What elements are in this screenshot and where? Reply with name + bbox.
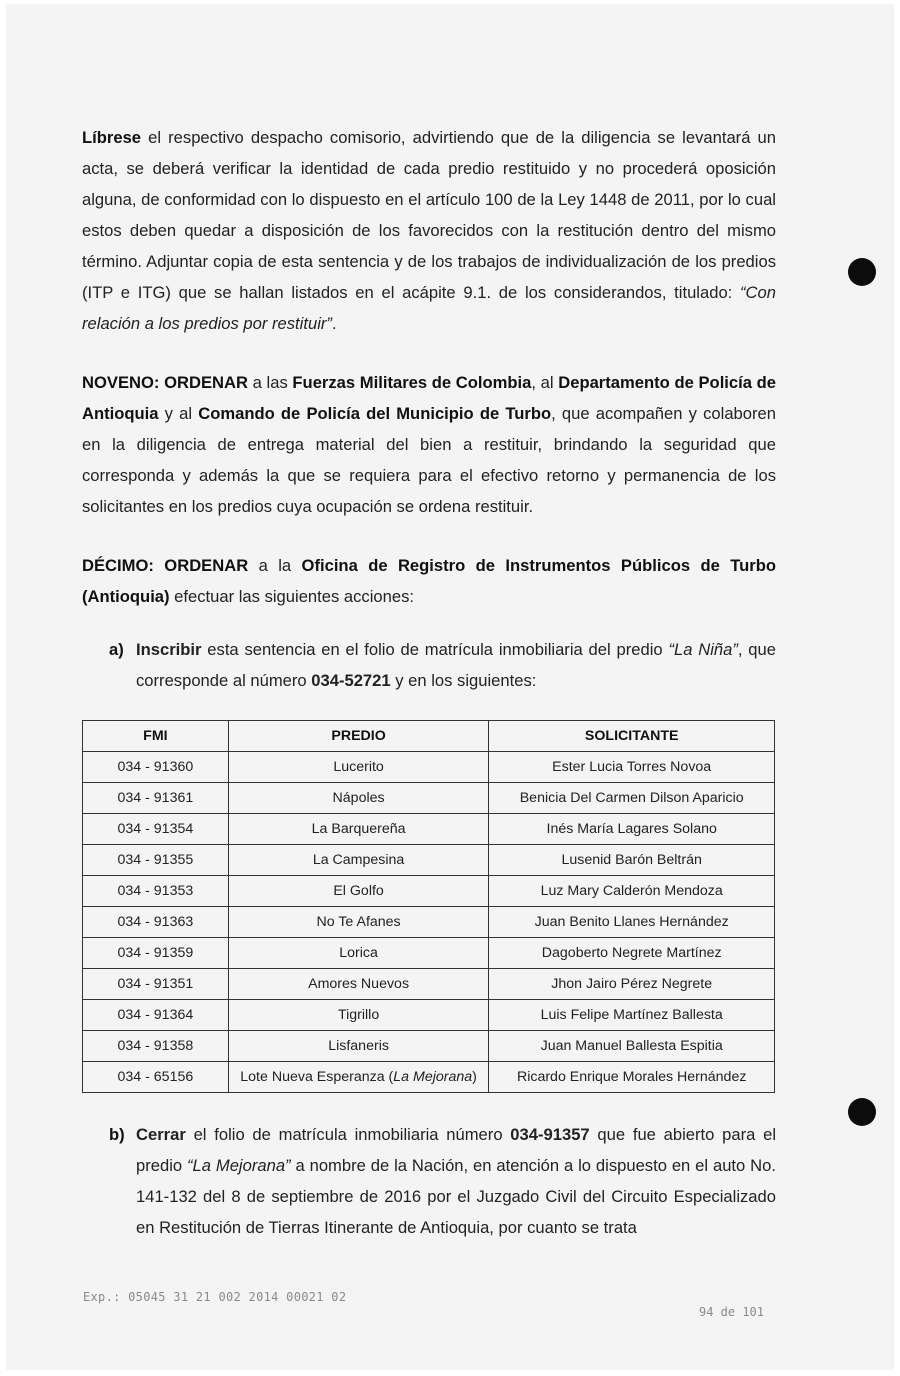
predio-text: Lote Nueva Esperanza ( — [240, 1069, 394, 1085]
table-header-row — [83, 721, 775, 752]
italic-quote: “La Mejorana” — [187, 1156, 291, 1175]
list-item-a — [82, 634, 776, 696]
predio-text: ) — [472, 1069, 477, 1085]
table-row — [83, 845, 775, 876]
header-predio: PREDIO — [228, 721, 489, 752]
text: que fue abierto para el predio — [136, 1125, 777, 1175]
table-row — [83, 814, 775, 845]
table-row — [83, 969, 775, 1000]
cell-solicitante: Luz Mary Calderón Mendoza — [489, 876, 775, 907]
cell-fmi: 034 - 91354 — [83, 814, 229, 845]
table-row — [83, 783, 775, 814]
punch-hole-bottom — [848, 1098, 876, 1126]
text: el folio de matrícula inmobiliaria número — [185, 1125, 511, 1144]
text: , que corresponde al número — [136, 640, 776, 690]
header-fmi: FMI — [83, 721, 229, 752]
bold-lead: DÉCIMO: ORDENAR — [82, 556, 249, 575]
cell-solicitante: Dagoberto Negrete Martínez — [489, 938, 775, 969]
text: y al — [158, 404, 199, 423]
cell-solicitante: Benicia Del Carmen Dilson Aparicio — [489, 783, 775, 814]
cell-predio: Lucerito — [228, 752, 489, 783]
cell-fmi: 034 - 91355 — [83, 845, 229, 876]
text: efectuar las siguientes acciones: — [169, 587, 414, 606]
page-number: 94 de 101 — [698, 1305, 764, 1319]
bold-number: 034-91357 — [510, 1125, 590, 1144]
list-marker: b) — [109, 1125, 125, 1144]
cell-fmi: 034 - 91363 — [83, 907, 229, 938]
cell-solicitante: Lusenid Barón Beltrán — [489, 845, 775, 876]
text: a nombre de la Nación, en atención a lo dispuesto en el auto No. 141-132 del 8 de septiembre de 2016 por el Juzgado Civil del Circuito Especializado en Restitución de Tierras Itinerante de Antioquia, por cuanto se trata — [136, 1156, 776, 1237]
cell-predio: Lisfaneris — [228, 1031, 489, 1062]
bold-lead: Líbrese — [82, 128, 142, 147]
punch-hole-top — [848, 258, 876, 286]
cell-predio: El Golfo — [228, 876, 489, 907]
text: el respectivo despacho comisorio, advirtiendo que de la diligencia se levantará un acta, se deberá verificar la identidad de cada predio restituido y no procederá oposición alguna, de conformidad con lo dispuesto en el artículo 100 de la Ley 1448 de 2011, por lo cual estos deben quedar a disposición de los favorecidos con la restitución dentro del mismo término. Adjuntar copia de esta sentencia y de los trabajos de individualización de los predios (ITP e ITG) que se hallan listados en el acápite 9.1. de los considerandos, titulado: — [82, 128, 776, 302]
text: , que acompañen y colaboren en la diligencia de entrega material del bien a restituir, brindando la seguridad que corresponda y además la que se requiera para el efectivo retorno y permanencia de los solicitantes en los predios cuya ocupación se ordena restituir. — [82, 404, 776, 516]
cell-fmi: 034 - 91358 — [83, 1031, 229, 1062]
bold-entity: Comando de Policía del Municipio de Turbo — [198, 404, 552, 423]
cell-solicitante: Inés María Lagares Solano — [489, 814, 775, 845]
cell-predio — [228, 1062, 489, 1093]
italic-quote: “Con relación a los predios por restituir” — [82, 283, 776, 333]
paragraph-librese — [82, 122, 776, 339]
cell-predio: Tigrillo — [228, 1000, 489, 1031]
table-row — [83, 938, 775, 969]
cell-solicitante: Jhon Jairo Pérez Negrete — [489, 969, 775, 1000]
header-solicitante: SOLICITANTE — [489, 721, 775, 752]
cell-solicitante: Juan Manuel Ballesta Espitia — [489, 1031, 775, 1062]
list-marker: a) — [109, 640, 124, 659]
cell-solicitante: Luis Felipe Martínez Ballesta — [489, 1000, 775, 1031]
table-body — [83, 752, 775, 1093]
cell-solicitante: Ester Lucia Torres Novoa — [489, 752, 775, 783]
cell-fmi: 034 - 91364 — [83, 1000, 229, 1031]
text: a las — [248, 373, 293, 392]
bold-number: 034-52721 — [311, 671, 391, 690]
document-body — [82, 122, 776, 1243]
table-row — [83, 907, 775, 938]
text: esta sentencia en el folio de matrícula inmobiliaria del predio — [201, 640, 669, 659]
cell-predio: Amores Nuevos — [228, 969, 489, 1000]
predio-italic-name: La Mejorana — [393, 1069, 473, 1085]
document-page — [6, 4, 894, 1370]
table-row — [83, 1031, 775, 1062]
text: . — [331, 314, 337, 333]
text: y en los siguientes: — [390, 671, 537, 690]
table-row — [83, 1062, 775, 1093]
cell-fmi: 034 - 65156 — [83, 1062, 229, 1093]
text: a la — [248, 556, 302, 575]
registry-table — [82, 720, 775, 1093]
bold-lead: NOVENO: ORDENAR — [82, 373, 248, 392]
case-number: Exp.: 05045 31 21 002 2014 00021 02 — [83, 1290, 347, 1304]
cell-predio: Nápoles — [228, 783, 489, 814]
bold-entity: Departamento de Policía de Antioquia — [82, 373, 776, 423]
bold-entity: Oficina de Registro de Instrumentos Públicos de Turbo (Antioquia) — [82, 556, 777, 606]
cell-solicitante: Ricardo Enrique Morales Hernández — [489, 1062, 775, 1093]
text: , al — [531, 373, 559, 392]
bold-lead: Cerrar — [136, 1125, 186, 1144]
cell-fmi: 034 - 91353 — [83, 876, 229, 907]
cell-predio: No Te Afanes — [228, 907, 489, 938]
table-row — [83, 1000, 775, 1031]
cell-fmi: 034 - 91351 — [83, 969, 229, 1000]
paragraph-decimo — [82, 550, 776, 612]
cell-predio: La Barquereña — [228, 814, 489, 845]
list-item-b — [82, 1119, 776, 1243]
cell-predio: La Campesina — [228, 845, 489, 876]
cell-solicitante: Juan Benito Llanes Hernández — [489, 907, 775, 938]
table-row — [83, 752, 775, 783]
cell-predio: Lorica — [228, 938, 489, 969]
bold-entity: Fuerzas Militares de Colombia — [292, 373, 532, 392]
bold-lead: Inscribir — [136, 640, 202, 659]
cell-fmi: 034 - 91361 — [83, 783, 229, 814]
cell-fmi: 034 - 91360 — [83, 752, 229, 783]
paragraph-noveno — [82, 367, 776, 522]
table-row — [83, 876, 775, 907]
italic-quote: “La Niña” — [668, 640, 738, 659]
cell-fmi: 034 - 91359 — [83, 938, 229, 969]
